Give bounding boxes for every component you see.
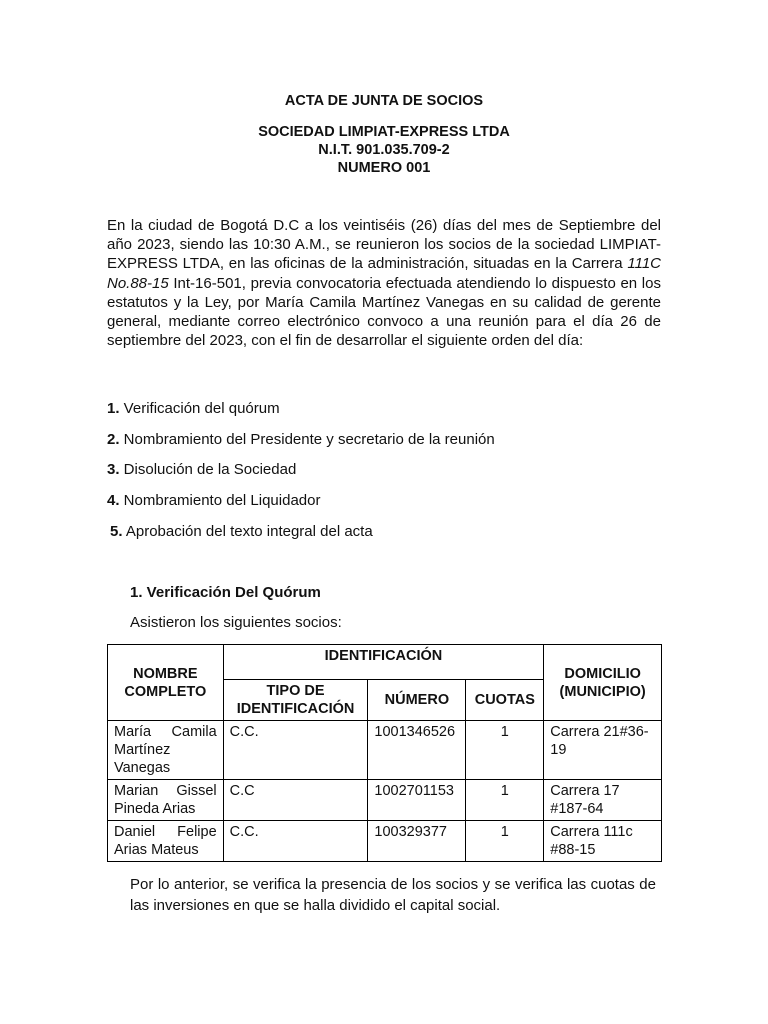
agenda-item-number: 1.	[107, 400, 120, 417]
cell-domicilio: Carrera 17 #187-64	[544, 780, 662, 821]
agenda-item-text: Aprobación del texto integral del acta	[122, 523, 373, 540]
header-numero: NÚMERO	[368, 680, 466, 721]
document-title: ACTA DE JUNTA DE SOCIOS	[284, 93, 484, 109]
agenda-item-number: 5.	[110, 523, 123, 540]
table-row	[108, 780, 662, 821]
intro-paragraph	[107, 216, 661, 350]
table-header-row	[108, 645, 662, 680]
cell-tipo: C.C	[223, 780, 368, 821]
act-number: NUMERO 001	[337, 160, 431, 176]
cell-nombre: Daniel Felipe Arias Mateus	[108, 821, 224, 862]
cell-numero: 100329377	[368, 821, 466, 862]
cell-nombre: María Camila Martínez Vanegas	[108, 721, 224, 780]
agenda-item-text: Verificación del quórum	[119, 400, 280, 417]
agenda-item	[107, 461, 296, 478]
agenda-item-text: Disolución de la Sociedad	[119, 461, 297, 478]
cell-nombre: Marian Gissel Pineda Arias	[108, 780, 224, 821]
header-nombre: NOMBRE COMPLETO	[108, 645, 224, 721]
cell-cuotas: 1	[466, 721, 544, 780]
cell-domicilio: Carrera 21#36-19	[544, 721, 662, 780]
agenda-item-text: Nombramiento del Presidente y secretario de la reunión	[119, 431, 495, 448]
agenda-item	[107, 400, 280, 417]
intro-text-part1: En la ciudad de Bogotá D.C a los veintiséis (26) días del mes de Septiembre del año 2023, siendo las 10:30 A.M., se reunieron los socios de la sociedad LIMPIAT-EXPRESS LTDA, en las oficinas de la administración, situadas en la Carrera	[107, 217, 661, 273]
closing-paragraph: Por lo anterior, se verifica la presencia de los socios y se verifica las cuotas de las inversiones en que se halla dividido el capital social.	[130, 876, 656, 914]
agenda-item	[107, 431, 495, 448]
table-row	[108, 721, 662, 780]
table-row	[108, 821, 662, 862]
agenda-item-text: Nombramiento del Liquidador	[119, 492, 321, 509]
intro-address-italic: 111C No.88-15	[107, 255, 661, 292]
company-name: SOCIEDAD LIMPIAT-EXPRESS LTDA	[258, 124, 510, 140]
cell-cuotas: 1	[466, 780, 544, 821]
agenda-item	[107, 492, 320, 509]
cell-domicilio: Carrera 111c #88-15	[544, 821, 662, 862]
section-subtext: Asistieron los siguientes socios:	[130, 614, 342, 631]
header-domicilio: DOMICILIO (MUNICIPIO)	[544, 645, 662, 721]
cell-cuotas: 1	[466, 821, 544, 862]
agenda-item-number: 2.	[107, 431, 120, 448]
partners-table	[107, 644, 662, 862]
cell-tipo: C.C.	[223, 821, 368, 862]
header-identificacion: IDENTIFICACIÓN	[223, 645, 544, 680]
agenda-item	[110, 523, 373, 540]
header-cuotas: CUOTAS	[466, 680, 544, 721]
intro-text-part2: Int-16-501, previa convocatoria efectuada atendiendo lo dispuesto en los estatutos y la Ley, por María Camila Martínez Vanegas en su calidad de gerente general, mediante correo electrónico convoco a una reunión para el día 26 de septiembre del 2023, con el fin de desarrollar el siguiente orden del día:	[107, 274, 661, 350]
header-tipo: TIPO DE IDENTIFICACIÓN	[223, 680, 368, 721]
agenda-item-number: 4.	[107, 492, 120, 509]
document-header	[0, 92, 768, 177]
agenda-item-number: 3.	[107, 461, 120, 478]
cell-tipo: C.C.	[223, 721, 368, 780]
section-heading-quorum: 1. Verificación Del Quórum	[130, 584, 321, 601]
cell-numero: 1001346526	[368, 721, 466, 780]
company-nit: N.I.T. 901.035.709-2	[318, 142, 450, 158]
cell-numero: 1002701153	[368, 780, 466, 821]
